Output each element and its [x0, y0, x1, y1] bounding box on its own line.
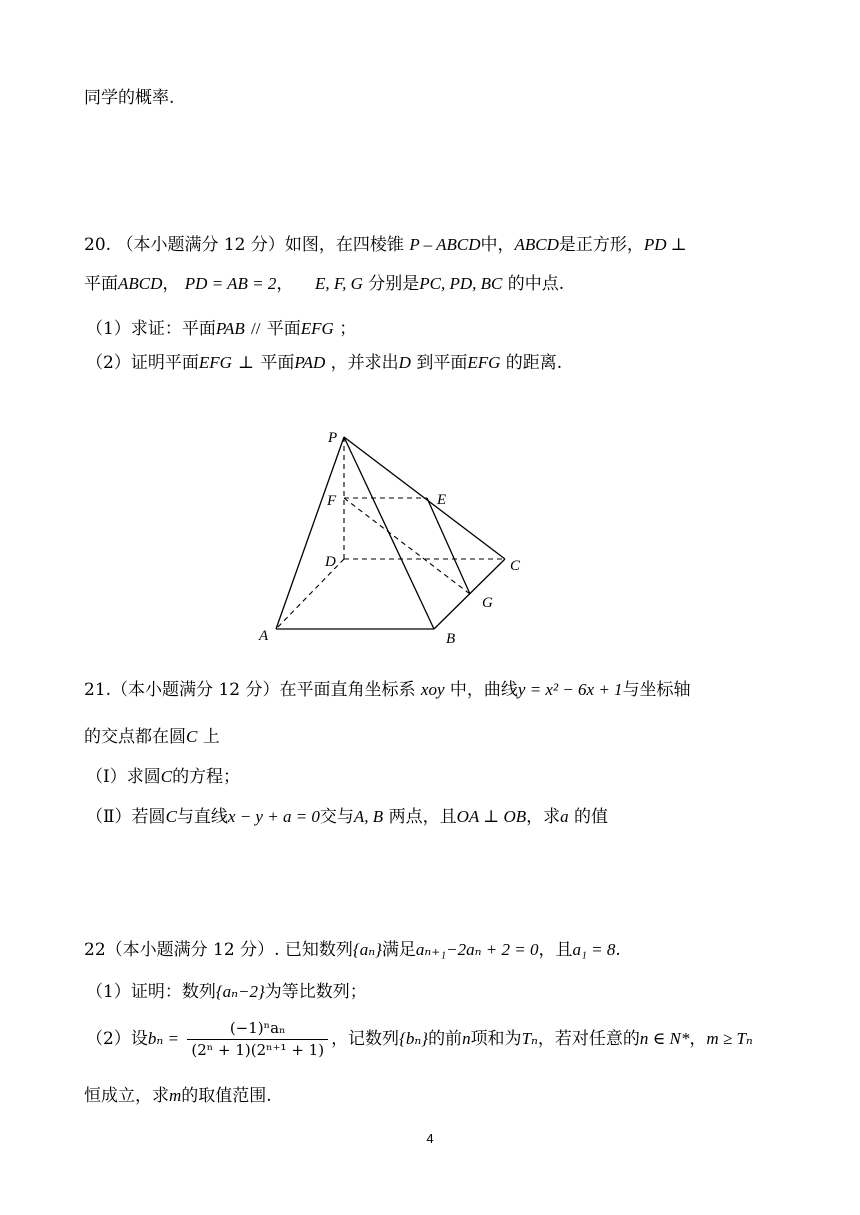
label-G: G [482, 595, 493, 611]
label-B: B [446, 631, 456, 647]
q22-line-last: 恒成立，求m的取值范围. [84, 1086, 272, 1106]
label-P: P [328, 430, 338, 446]
label-F: F [327, 493, 337, 509]
label-D: D [325, 554, 336, 570]
q22-line-1: 22（本小题满分 12 分）. 已知数列{aₙ}满足aₙ₊₁−2aₙ + 2 = 0，且a₁ = 8. [84, 940, 621, 960]
q20-part-1: （1）求证：平面PAB // 平面EFG ； [86, 319, 357, 339]
q20-line-1: 20. （本小题满分 12 分）如图，在四棱锥 P – ABCD中，ABCD是正方形，PD ⊥ [84, 235, 687, 255]
q21-line-2: 的交点都在圆C 上 [84, 727, 220, 747]
q22-part-1: （1）证明：数列{aₙ−2}为等比数列； [86, 982, 367, 1002]
label-A: A [259, 628, 269, 644]
q20-pyramid: P – ABCD [409, 235, 481, 254]
q22-fraction: $\frac{\text{(−1)ⁿaₙ}}{\text{(2ⁿ + 1)(2ⁿ⁺¹ + 1)}}$ [187, 1021, 328, 1058]
q20-part-2: （2）证明平面EFG ⊥ 平面PAD ，并求出D 到平面EFG 的距离. [86, 353, 563, 373]
q21-curve: y = x² − 6x + 1 [517, 680, 623, 699]
q21-line-1: 21.（本小题满分 12 分）在平面直角坐标系 xoy 中，曲线y = x² − 6x + 1与坐标轴 [84, 680, 691, 700]
q21-part-1: （Ⅰ）求圆C的方程； [86, 767, 241, 787]
q22-number: 22 [84, 940, 106, 960]
q22-score: （本小题满分 12 分） [105, 940, 275, 960]
q20-number: 20. [84, 235, 112, 255]
q21-number: 21. [84, 680, 112, 700]
q20-score: （本小题满分 12 分） [116, 235, 285, 255]
q21-score: （本小题满分 12 分） [111, 680, 280, 700]
label-C: C [510, 558, 521, 574]
q22-recurrence: aₙ₊₁−2aₙ + 2 = 0 [415, 940, 539, 959]
q20-line-2: 平面ABCD， PD = AB = 2， E, F, G 分别是PC, PD, BC 的中点. [84, 274, 565, 294]
q21-part-2: （Ⅱ）若圆C与直线x − y + a = 0交与A, B 两点，且OA ⊥ OB，求a 的值 [86, 807, 609, 827]
page-number: 4 [426, 1131, 434, 1146]
q22-part-2: （2）设bₙ = $\frac{\text{(−1)ⁿaₙ}}{\text{(2ⁿ + 1)(2ⁿ⁺¹ + 1)}}$ ，记数列{bₙ}的前n项和为Tₙ，若对任意的n ∈ N*，m ≥ Tₙ [86, 1019, 753, 1059]
label-E: E [437, 492, 447, 508]
prev-question-tail: 同学的概率. [84, 88, 175, 108]
